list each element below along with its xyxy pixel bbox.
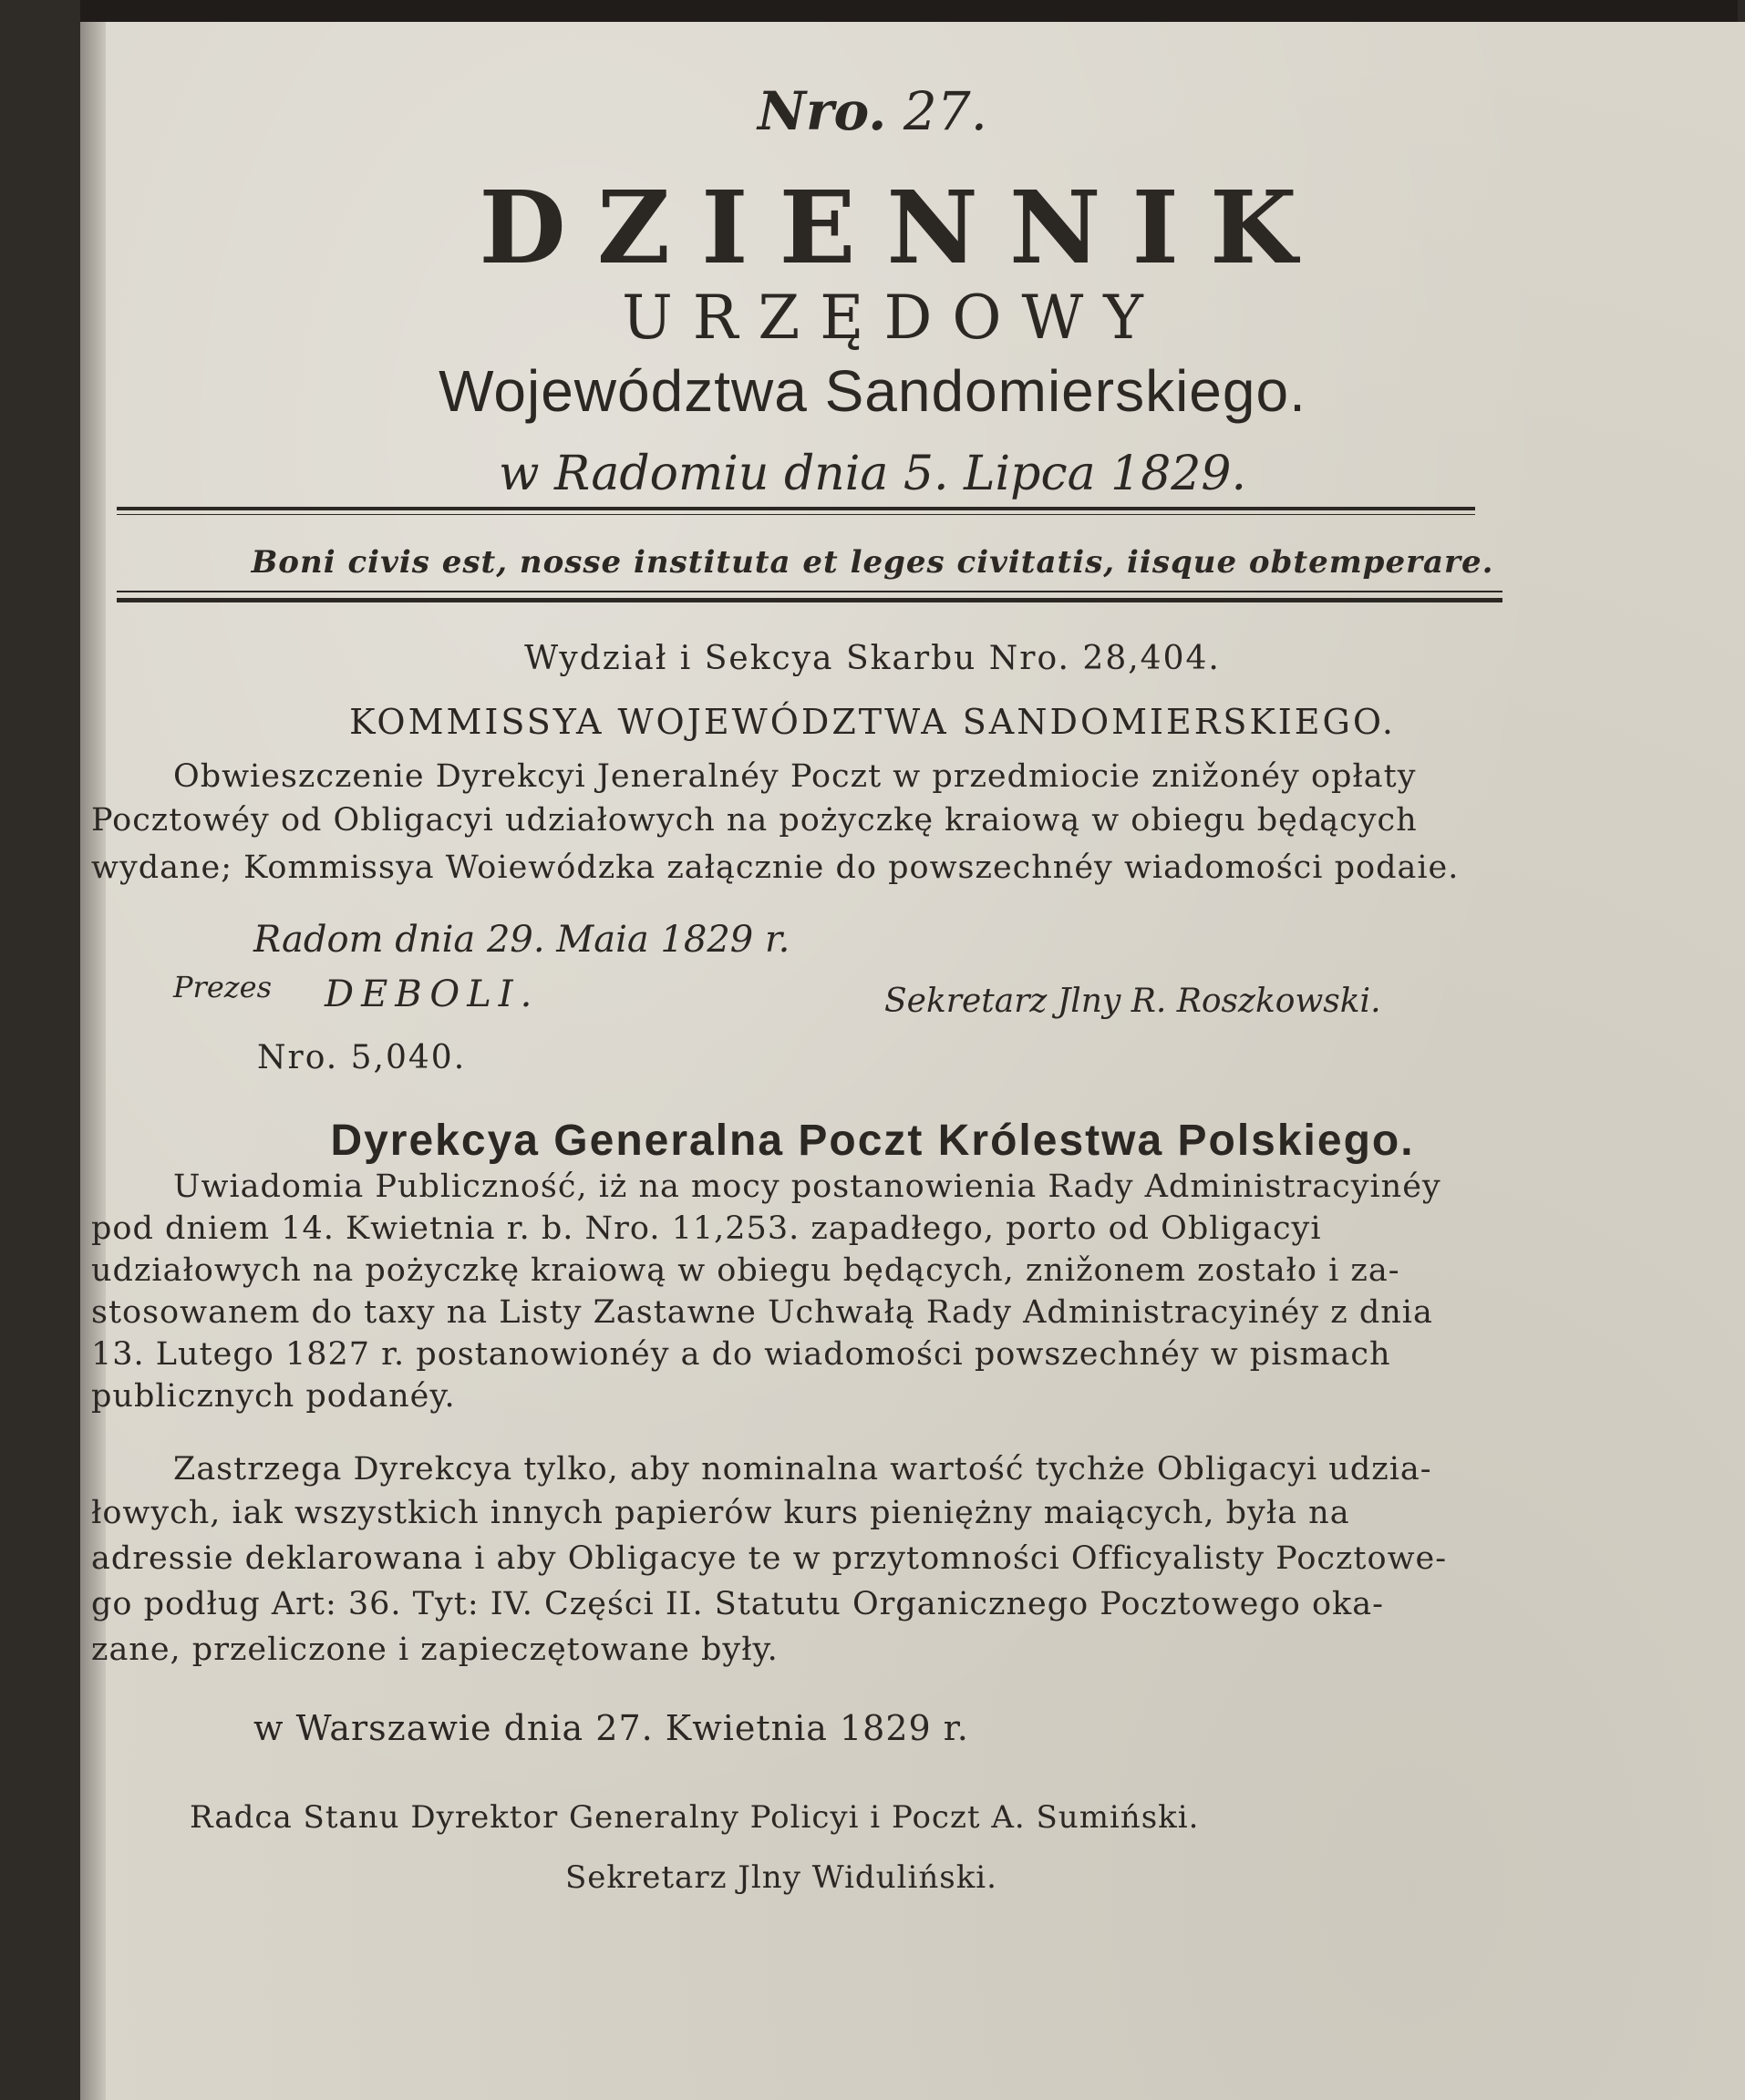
section2-para2-line-1: Zastrzega Dyrekcya tylko, aby nominalna wartość tychże Obligacyi udzia- bbox=[173, 1451, 1432, 1488]
section1-president-title: Prezes bbox=[173, 970, 272, 1004]
section1-president-name: DEBOLI. bbox=[325, 973, 540, 1015]
section1-line-3: wydane; Kommissya Woiewódzka załącznie do powszechnéy wiadomości podaie. bbox=[91, 849, 1460, 886]
section2-para1-line-3: udziałowych na pożyczkę kraiową w obiegu będących, znižonem zostało i za- bbox=[91, 1252, 1400, 1289]
section1-place-date: Radom dnia 29. Maia 1829 r. bbox=[253, 919, 790, 961]
section2-secretary: Sekretarz Jlny Widuliński. bbox=[565, 1859, 997, 1896]
section2-para2-line-2: łowych, iak wszystkich innych papierów kurs pieniężny maiących, była na bbox=[91, 1495, 1350, 1531]
newspaper-title: DZIENNIK bbox=[479, 169, 1328, 286]
section2-number: Nro. 5,040. bbox=[257, 1039, 467, 1076]
section2-para2-line-4: go podług Art: 36. Tyt: IV. Części II. Statutu Organicznego Pocztowego oka- bbox=[91, 1586, 1384, 1622]
section2-place-date: w Warszawie dnia 27. Kwietnia 1829 r. bbox=[253, 1708, 969, 1748]
issue-dateline: w Radomiu dnia 5. Lipca 1829. bbox=[499, 447, 1246, 501]
issue-number bbox=[0, 80, 1745, 142]
section2-heading: Dyrekcya Generalna Poczt Królestwa Polskiego. bbox=[330, 1117, 1415, 1165]
section1-secretary: Sekretarz Jlny R. Roszkowski. bbox=[884, 983, 1381, 1020]
section2-para2-line-5: zane, przeliczone i zapieczętowane były. bbox=[91, 1632, 779, 1668]
section1-line-2: Pocztowéy od Obligacyi udziałowych na pożyczkę kraiową w obiegu będących bbox=[91, 802, 1418, 839]
masthead-rule-top-thin bbox=[117, 514, 1475, 515]
section2-para1-line-6: publicznych podanéy. bbox=[91, 1378, 456, 1415]
section2-para1-line-1: Uwiadomia Publiczność, iż na mocy postanowienia Rady Administracyinéy bbox=[173, 1168, 1441, 1205]
masthead-rule-bottom-thin bbox=[117, 591, 1502, 592]
section2-para1-line-2: pod dniem 14. Kwietnia r. b. Nro. 11,253. zapadłego, porto od Obligacyi bbox=[91, 1210, 1322, 1247]
section1-authority: KOMMISSYA WOJEWÓDZTWA SANDOMIERSKIEGO. bbox=[349, 702, 1396, 742]
issue-value: 27. bbox=[903, 80, 988, 142]
motto: Boni civis est, nosse instituta et leges civitatis, iisque obtemperare. bbox=[251, 544, 1494, 581]
section2-para1-line-4: stosowanem do taxy na Listy Zastawne Uchwałą Rady Administracyinéy z dnia bbox=[91, 1294, 1433, 1331]
masthead-rule-bottom bbox=[117, 598, 1502, 602]
section2-para1-line-5: 13. Lutego 1827 r. postanowionéy a do wiadomości powszechnéy w pismach bbox=[91, 1336, 1391, 1373]
section1-reference: Wydział i Sekcya Skarbu Nro. 28,404. bbox=[524, 640, 1221, 677]
section2-signature: Radca Stanu Dyrektor Generalny Policyi i Poczt A. Sumiński. bbox=[190, 1799, 1200, 1836]
masthead-rule-top bbox=[117, 507, 1475, 510]
section1-line-1: Obwieszczenie Dyrekcyi Jeneralnéy Poczt w przedmiocie znižonéy opłaty bbox=[173, 758, 1417, 795]
newspaper-subtitle: URZĘDOWY bbox=[622, 283, 1163, 353]
newspaper-region: Województwa Sandomierskiego. bbox=[439, 358, 1306, 424]
section2-para2-line-3: adressie deklarowana i aby Obligacye te w przytomności Officyalisty Pocztowe- bbox=[91, 1540, 1448, 1577]
scan-top-margin bbox=[80, 0, 1745, 22]
issue-label: Nro. bbox=[757, 80, 887, 142]
